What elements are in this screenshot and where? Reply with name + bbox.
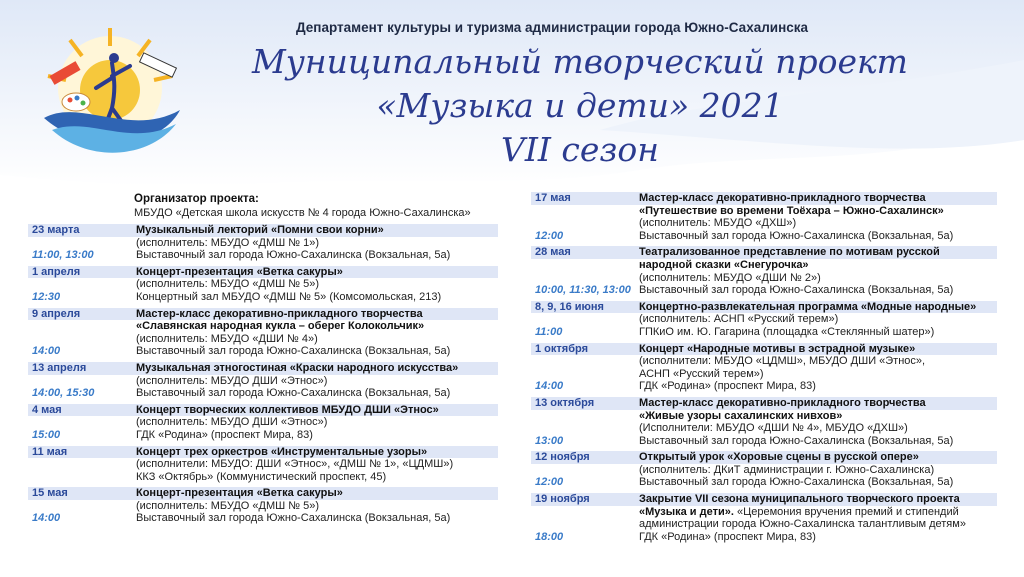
event-details: (исполнители: МБУДО «ЦДМШ», МБУДО ДШИ «Этнос»,	[639, 355, 926, 368]
event-venue: Выставочный зал города Южно-Сахалинска (Вокзальная, 5а)	[136, 512, 451, 525]
organizer-text: МБУДО «Детская школа искусств № 4 города Южно-Сахалинска»	[134, 207, 471, 219]
event-header-row	[28, 446, 498, 459]
event-header-row	[28, 224, 498, 237]
event-header-row	[28, 266, 498, 279]
event-date: 23 марта	[32, 224, 80, 236]
event-venue: ГДК «Родина» (проспект Мира, 83)	[639, 530, 816, 543]
event-header-row	[531, 192, 997, 205]
schedule-event	[531, 343, 997, 393]
event-details-row	[531, 464, 997, 477]
schedule-event	[531, 493, 997, 543]
event-title: Концерт-презентация «Ветка сакуры»	[136, 487, 343, 500]
spacer	[531, 506, 639, 519]
event-details: «Церемония вручения премий и стипендий	[733, 505, 959, 518]
schedule-event	[28, 266, 498, 304]
event-details: (Исполнители: МБУДО «ДШИ № 4», МБУДО «ДХШ»)	[639, 422, 908, 435]
event-date: 1 апреля	[32, 265, 81, 278]
event-time: 14:00, 15:30	[32, 387, 95, 400]
event-time: 14:00	[32, 512, 61, 525]
event-title: Концерт трех оркестров «Инструментальные узоры»	[136, 445, 428, 458]
event-venue: Выставочный зал города Южно-Сахалинска (Вокзальная, 5а)	[639, 434, 954, 447]
spacer	[28, 237, 136, 250]
event-time: 18:00	[535, 530, 564, 543]
event-date: 8, 9, 16 июня	[535, 300, 604, 313]
spacer	[28, 500, 136, 513]
event-title-row	[28, 320, 498, 333]
event-title: Мастер-класс декоративно-прикладного творчества	[136, 307, 423, 320]
event-details: (исполнитель: ДКиТ администрации г. Южно-Сахалинска)	[639, 463, 935, 476]
event-details-row	[531, 272, 997, 285]
event-time: 11:00	[535, 325, 563, 338]
event-details: (исполнитель: МБУДО «ДМШ № 5»)	[136, 278, 320, 291]
event-title: Концерт творческих коллективов МБУДО ДШИ «Этнос»	[136, 403, 439, 416]
event-time-row	[28, 471, 498, 484]
schedule-event	[28, 362, 498, 400]
event-time: 14:00	[535, 380, 564, 393]
event-time	[28, 471, 136, 484]
event-date: 4 мая	[32, 403, 62, 416]
event-title: Закрытие VII сезона муниципального творческого проекта	[639, 493, 960, 506]
schedule-event	[531, 192, 997, 242]
event-details-row	[28, 375, 498, 388]
event-time-row	[531, 230, 997, 243]
event-time-row	[531, 284, 997, 297]
event-time: 10:00, 11:30, 13:00	[535, 284, 631, 297]
event-title-row	[531, 259, 997, 272]
left-event-list	[28, 224, 498, 525]
event-title: Концерт «Народные мотивы в эстрадной музыке»	[639, 342, 916, 355]
event-details: (исполнители: МБУДО: ДШИ «Этнос», «ДМШ № 1», «ЦДМШ»)	[136, 458, 454, 471]
department-name: Департамент культуры и туризма администрации города Южно-Сахалинска	[296, 20, 809, 35]
spacer	[531, 272, 639, 285]
event-title-row	[531, 205, 997, 218]
event-header-row	[531, 343, 997, 356]
schedule-event	[531, 246, 997, 296]
schedule-event	[531, 451, 997, 489]
event-details: (исполнитель: МБУДО «ДМШ № 1»)	[136, 236, 320, 249]
event-date: 11 мая	[32, 445, 68, 458]
event-date: 13 октября	[535, 396, 595, 409]
event-time: 14:00	[32, 345, 61, 358]
event-venue: Выставочный зал города Южно-Сахалинска (Вокзальная, 5а)	[136, 387, 451, 400]
event-header-row	[531, 451, 997, 464]
event-time: 13:00	[535, 434, 564, 447]
event-header-row	[531, 246, 997, 259]
event-details-row	[531, 518, 997, 531]
event-details: АСНП «Русский терем»)	[639, 367, 764, 380]
event-venue: Выставочный зал города Южно-Сахалинска (Вокзальная, 5а)	[136, 345, 451, 358]
project-logo	[30, 18, 190, 168]
event-time-row	[531, 476, 997, 489]
event-details: (исполнитель: МБУДО «ДМШ № 5»)	[136, 499, 320, 512]
spacer	[531, 217, 639, 230]
event-time-row	[28, 387, 498, 400]
spacer	[28, 375, 136, 388]
event-title-row	[531, 506, 997, 519]
schedule-event	[28, 404, 498, 442]
event-title: Открытый урок «Хоровые сцены в русской опере»	[639, 451, 919, 464]
spacer	[28, 458, 136, 471]
event-header-row	[531, 301, 997, 314]
event-date: 9 апреля	[32, 307, 81, 320]
season-title: VII сезон	[500, 130, 659, 169]
event-details-row	[28, 500, 498, 513]
schedule-event	[28, 224, 498, 262]
event-title: «Путешествие во времени Тоёхара – Южно-Сахалинск»	[639, 204, 944, 217]
event-details: (исполнитель: МБУДО «ДШИ № 2»)	[639, 271, 821, 284]
event-date: 13 апреля	[32, 361, 87, 374]
event-details-row	[28, 416, 498, 429]
event-details: администрации города Южно-Сахалинска талантливым детям»	[639, 518, 966, 531]
schedule-left-column	[28, 192, 498, 529]
event-title: Концертно-развлекательная программа «Модные народные»	[639, 300, 977, 313]
event-details-row	[531, 313, 997, 326]
event-venue: Выставочный зал города Южно-Сахалинска (Вокзальная, 5а)	[136, 249, 451, 262]
spacer	[531, 313, 639, 326]
event-time-row	[531, 435, 997, 448]
schedule-event	[28, 308, 498, 358]
event-details-row	[28, 333, 498, 346]
event-time-row	[28, 429, 498, 442]
event-header-row	[531, 493, 997, 506]
spacer	[531, 518, 639, 531]
event-venue: ГПКиО им. Ю. Гагарина (площадка «Стеклянный шатер»)	[639, 325, 935, 338]
event-title: народной сказки «Снегурочка»	[639, 258, 809, 271]
spacer	[531, 368, 639, 381]
event-details: (исполнитель: МБУДО ДШИ «Этнос»)	[136, 374, 328, 387]
spacer	[531, 205, 639, 218]
event-time: 15:00	[32, 428, 61, 441]
event-title-highlight: «Музыка и дети».	[639, 505, 734, 518]
event-venue: Концертный зал МБУДО «ДМШ № 5» (Комсомольская, 213)	[136, 290, 442, 303]
event-venue: Выставочный зал города Южно-Сахалинска (Вокзальная, 5а)	[639, 229, 954, 242]
event-venue: Выставочный зал города Южно-Сахалинска (Вокзальная, 5а)	[639, 284, 954, 297]
event-title-row	[531, 410, 997, 423]
event-time-row	[531, 380, 997, 393]
event-time: 12:30	[32, 290, 61, 303]
event-details: (исполнитель: МБУДО ДШИ «Этнос»)	[136, 416, 328, 429]
event-details-row	[28, 278, 498, 291]
event-header-row	[28, 487, 498, 500]
schedule-event	[531, 301, 997, 339]
event-time-row	[531, 326, 997, 339]
event-date: 15 мая	[32, 487, 68, 500]
event-details-row	[531, 355, 997, 368]
event-header-row	[28, 404, 498, 417]
schedule-event	[28, 446, 498, 484]
event-header-row	[28, 308, 498, 321]
event-time-row	[28, 512, 498, 525]
event-details-row	[531, 422, 997, 435]
organizer-label: Организатор проекта:	[134, 193, 259, 205]
schedule-event	[28, 487, 498, 525]
event-title: Музыкальный лекторий «Помни свои корни»	[136, 224, 384, 236]
event-header-row	[531, 397, 997, 410]
event-details-row	[28, 237, 498, 250]
event-time-row	[28, 345, 498, 358]
event-title: «Славянская народная кукла – оберег Колокольчик»	[136, 320, 425, 333]
event-details: (исполнитель: МБУДО «ДХШ»)	[639, 217, 797, 230]
event-date: 12 ноября	[535, 451, 590, 464]
spacer	[531, 410, 639, 423]
spacer	[28, 333, 136, 346]
spacer	[531, 259, 639, 272]
spacer	[531, 355, 639, 368]
event-venue: ГДК «Родина» (проспект Мира, 83)	[639, 380, 816, 393]
event-time-row	[28, 249, 498, 262]
spacer	[531, 422, 639, 435]
event-title: Театрализованное представление по мотивам русской	[639, 246, 940, 259]
schedule-event	[531, 397, 997, 447]
event-time-row	[531, 531, 997, 544]
event-title: Концерт-презентация «Ветка сакуры»	[136, 265, 343, 278]
event-title: Мастер-класс декоративно-прикладного творчества	[639, 192, 926, 204]
event-venue: ГДК «Родина» (проспект Мира, 83)	[136, 428, 313, 441]
event-details: (исполнитель: МБУДО «ДШИ № 4»)	[136, 332, 318, 345]
spacer	[531, 464, 639, 477]
event-details: (исполнитель: АСНП «Русский терем»)	[639, 313, 839, 326]
event-date: 28 мая	[535, 246, 571, 259]
spacer	[28, 320, 136, 333]
right-event-list	[531, 192, 997, 543]
spacer	[28, 416, 136, 429]
event-title: Мастер-класс декоративно-прикладного творчества	[639, 396, 926, 409]
project-title-line1: Муниципальный творческий проект	[252, 42, 908, 81]
event-details-row	[531, 217, 997, 230]
event-subtitle-line	[639, 506, 959, 519]
event-time: 12:00	[535, 229, 564, 242]
spacer	[28, 278, 136, 291]
event-details-row	[28, 458, 498, 471]
event-date: 19 ноября	[535, 493, 590, 506]
event-time: 11:00, 13:00	[32, 249, 94, 262]
event-header-row	[28, 362, 498, 375]
event-time: 12:00	[535, 476, 564, 489]
event-time-row	[28, 291, 498, 304]
schedule-right-column	[531, 192, 997, 547]
project-title-line2: «Музыка и дети» 2021	[376, 86, 784, 125]
event-date: 17 мая	[535, 192, 571, 204]
event-details-row	[531, 368, 997, 381]
event-title: «Живые узоры сахалинских нивхов»	[639, 409, 843, 422]
event-date: 1 октября	[535, 342, 588, 355]
event-venue: ККЗ «Октябрь» (Коммунистический проспект, 45)	[136, 470, 387, 483]
event-title: Музыкальная этногостиная «Краски народного искусства»	[136, 361, 459, 374]
event-venue: Выставочный зал города Южно-Сахалинска (Вокзальная, 5а)	[639, 476, 954, 489]
